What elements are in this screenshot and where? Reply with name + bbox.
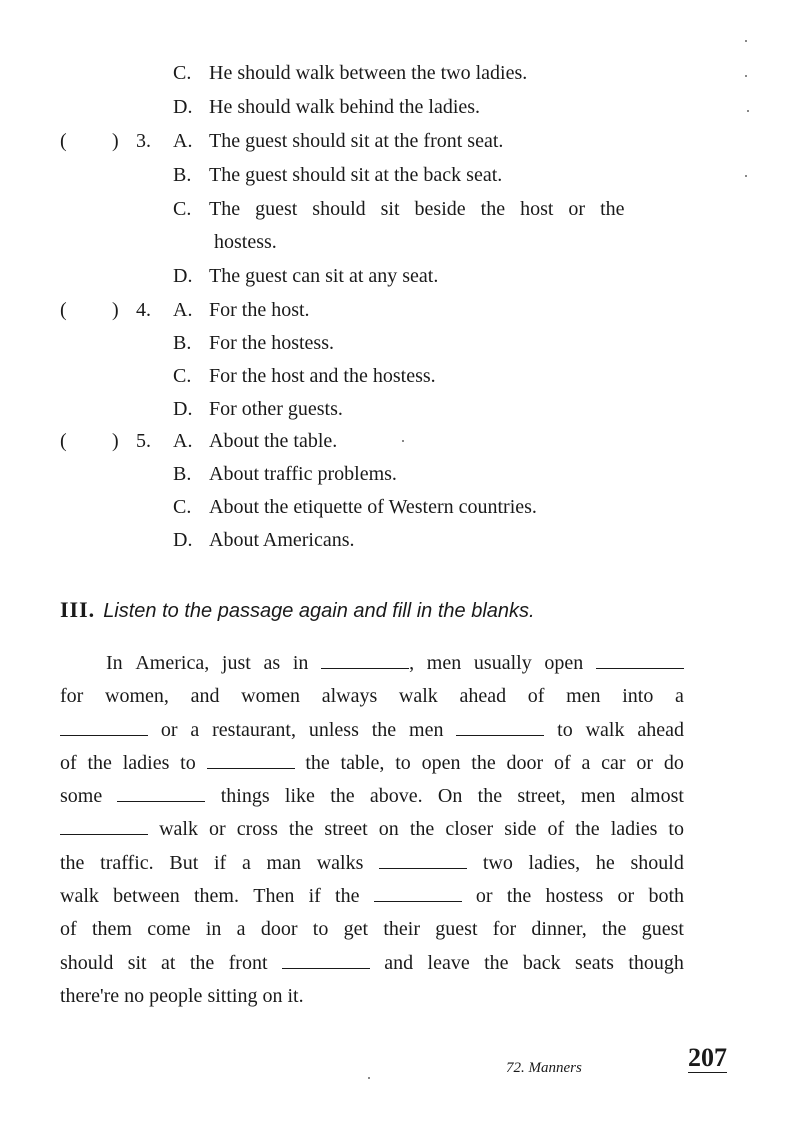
option-text: For other guests.: [209, 398, 343, 420]
passage-word: them.: [194, 885, 239, 908]
passage-word: back: [522, 951, 561, 974]
passage-word: walk: [159, 818, 198, 841]
passage-word: open: [421, 751, 461, 774]
option-letter: D.: [173, 529, 193, 551]
answer-paren-open: (: [60, 130, 67, 152]
scan-speck: [745, 175, 747, 177]
passage-word: on: [378, 818, 399, 841]
section-heading: [60, 597, 535, 623]
question-number: 5.: [136, 430, 151, 452]
passage-word: if: [308, 885, 321, 908]
option-letter: D.: [173, 265, 193, 287]
passage-line: [60, 847, 684, 880]
passage-word: guest: [641, 918, 684, 941]
passage-word: ladies,: [528, 851, 581, 874]
passage-word: the: [335, 885, 360, 908]
passage-word: door: [506, 751, 544, 774]
passage-word: traffic.: [100, 851, 154, 874]
option-text: About traffic problems.: [209, 463, 397, 485]
passage-word: into: [622, 685, 654, 708]
passage-word: at: [161, 951, 176, 974]
scan-speck: [745, 75, 747, 77]
answer-paren-open: (: [60, 299, 67, 321]
passage-word: table,: [340, 751, 385, 774]
passage-word: and: [384, 951, 414, 974]
passage-word: sitting: [207, 984, 258, 1007]
fill-in-passage: [60, 647, 684, 1013]
passage-word: above.: [369, 785, 423, 808]
passage-word: of: [60, 918, 77, 941]
passage-word: between: [113, 885, 180, 908]
passage-word: people: [149, 984, 203, 1007]
option-letter: A.: [173, 299, 193, 321]
blank-with-punct: [379, 847, 467, 880]
option-letter: C.: [173, 198, 192, 220]
option-letter: C.: [173, 365, 192, 387]
passage-word: walk: [398, 685, 438, 708]
passage-word: and: [190, 685, 220, 708]
passage-word: or: [475, 885, 493, 908]
passage-word: to: [312, 918, 329, 941]
fill-in-blank[interactable]: [60, 816, 148, 835]
passage-word: closer: [445, 818, 494, 841]
passage-word: the: [189, 951, 215, 974]
passage-word: for: [492, 918, 517, 941]
option-text: For the host.: [209, 299, 310, 321]
passage-word: a: [236, 918, 246, 941]
passage-word: or: [160, 718, 178, 741]
passage-word: if: [214, 851, 227, 874]
passage-line: [60, 714, 684, 747]
blank-with-punct: [282, 947, 370, 980]
blank-with-punct: [456, 714, 544, 747]
passage-word: walk: [60, 885, 99, 908]
passage-word: ladies: [610, 818, 658, 841]
option-text: For the host and the hostess.: [209, 365, 436, 387]
fill-in-blank[interactable]: [596, 650, 684, 669]
passage-word: America,: [135, 652, 210, 674]
passage-word: should: [630, 851, 684, 874]
passage-word: or: [617, 885, 635, 908]
passage-word: the: [471, 751, 496, 774]
blank-with-punct: [60, 813, 148, 846]
option-text: The guest can sit at any seat.: [209, 265, 439, 287]
passage-word: front: [228, 951, 268, 974]
passage-word: a: [581, 751, 591, 774]
passage-word: the: [409, 818, 435, 841]
answer-paren-open: (: [60, 430, 67, 452]
passage-word: Then: [253, 885, 295, 908]
blank-with-punct: [60, 714, 148, 747]
passage-word: cross: [236, 818, 278, 841]
scan-speck: [747, 110, 749, 112]
q2-option-c-text: He should walk between the two ladies.: [209, 62, 528, 84]
q2-option-c-letter: C.: [173, 62, 192, 84]
passage-word: the: [60, 851, 85, 874]
option-text: For the hostess.: [209, 332, 334, 354]
section-title: Listen to the passage again and fill in the blanks.: [103, 600, 535, 622]
passage-word: man: [266, 851, 301, 874]
passage-word: the: [575, 818, 600, 841]
passage-line: [60, 980, 684, 1013]
passage-word: men: [426, 652, 462, 674]
passage-word: things: [220, 785, 270, 808]
passage-word: though: [628, 951, 684, 974]
passage-line: [60, 647, 684, 680]
passage-word: them: [91, 918, 132, 941]
option-letter: A.: [173, 430, 193, 452]
passage-line: [60, 880, 684, 913]
passage-word: men: [566, 685, 601, 708]
passage-word: women: [241, 685, 301, 708]
question-number: 4.: [136, 299, 151, 321]
fill-in-blank[interactable]: [321, 650, 409, 669]
passage-word: or: [209, 818, 226, 841]
passage-word: But: [169, 851, 199, 874]
blank-with-punct: [374, 880, 462, 913]
passage-word: two: [482, 851, 513, 874]
passage-word: it.: [287, 984, 304, 1007]
passage-word: the: [288, 818, 314, 841]
passage-word: sit: [127, 951, 147, 974]
passage-word: get: [343, 918, 369, 941]
passage-word: ahead: [459, 685, 507, 708]
option-letter: B.: [173, 164, 192, 186]
passage-line: [60, 913, 684, 946]
passage-word: guest: [435, 918, 478, 941]
passage-word: seats: [575, 951, 614, 974]
passage-word: ladies: [122, 751, 170, 774]
question-number: 3.: [136, 130, 151, 152]
passage-word: to: [180, 751, 196, 774]
option-letter: B.: [173, 463, 192, 485]
passage-word: of: [553, 751, 571, 774]
scan-speck: [745, 40, 747, 42]
option-text-continued: hostess.: [214, 231, 277, 253]
passage-word: in: [292, 652, 309, 674]
answer-paren-close: ): [112, 299, 119, 321]
blank-with-punct: [207, 747, 295, 780]
q2-option-d-letter: D.: [173, 96, 193, 118]
passage-word: come: [147, 918, 191, 941]
passage-word: or: [636, 751, 654, 774]
passage-word: of: [547, 818, 565, 841]
passage-word: walks: [316, 851, 364, 874]
page-number: 207: [688, 1043, 727, 1072]
passage-line: [60, 813, 684, 846]
passage-word: a: [190, 718, 200, 741]
passage-word: men: [409, 718, 444, 741]
passage-word: to: [395, 751, 411, 774]
passage-word: street: [324, 818, 368, 841]
passage-word: of: [60, 751, 77, 774]
passage-word: men: [580, 785, 616, 808]
scan-speck: [402, 440, 404, 442]
option-letter: C.: [173, 496, 192, 518]
passage-word: the: [371, 718, 397, 741]
option-letter: A.: [173, 130, 193, 152]
passage-word: unless: [308, 718, 359, 741]
passage-word: as: [263, 652, 281, 674]
option-text: The guest should sit beside the host or the: [209, 198, 625, 220]
fill-in-blank[interactable]: [207, 750, 295, 769]
fill-in-blank[interactable]: [374, 883, 462, 902]
fill-in-blank[interactable]: [282, 950, 370, 969]
passage-word: in: [205, 918, 222, 941]
passage-word: door: [260, 918, 298, 941]
passage-word: on: [262, 984, 283, 1007]
option-letter: D.: [173, 398, 193, 420]
passage-word: ahead: [637, 718, 684, 741]
passage-word: he: [595, 851, 615, 874]
option-text: About Americans.: [209, 529, 355, 551]
passage-word: of: [527, 685, 545, 708]
passage-line: [60, 780, 684, 813]
fill-in-blank[interactable]: [117, 783, 205, 802]
passage-word: the: [87, 751, 112, 774]
passage-word: In: [106, 652, 123, 674]
passage-word: no: [124, 984, 145, 1007]
option-text-justified: [209, 198, 666, 221]
passage-word: the: [484, 951, 509, 974]
passage-word: the: [305, 751, 330, 774]
passage-word: almost: [630, 785, 684, 808]
passage-line: [60, 947, 684, 980]
passage-word: some: [60, 785, 103, 808]
q2-option-d-text: He should walk behind the ladies.: [209, 96, 481, 118]
option-text: The guest should sit at the back seat.: [209, 164, 503, 186]
answer-paren-close: ): [112, 130, 119, 152]
passage-word: women,: [105, 685, 169, 708]
option-text: About the table.: [209, 430, 338, 452]
scan-speck: [368, 1077, 370, 1079]
passage-word: a: [675, 685, 684, 708]
passage-word: the: [601, 918, 627, 941]
passage-word: the: [477, 785, 503, 808]
passage-word: like: [284, 785, 315, 808]
blank-with-punct: [117, 780, 205, 813]
passage-line: [60, 747, 684, 780]
passage-word: their: [383, 918, 421, 941]
passage-word: to: [668, 818, 684, 841]
passage-word: for: [60, 685, 84, 708]
option-text: About the etiquette of Western countries.: [209, 496, 537, 518]
passage-word: On: [437, 785, 463, 808]
fill-in-blank[interactable]: [456, 717, 544, 736]
passage-word: car: [601, 751, 626, 774]
blank-with-punct: [596, 647, 684, 680]
passage-word: just: [221, 652, 251, 674]
passage-word: walk: [585, 718, 625, 741]
passage-word: usually: [473, 652, 532, 674]
footer-unit-title: 72. Manners: [506, 1060, 582, 1076]
passage-word: do: [663, 751, 684, 774]
section-number: III.: [60, 597, 96, 622]
passage-word: should: [60, 951, 114, 974]
option-letter: B.: [173, 332, 192, 354]
fill-in-blank[interactable]: [379, 850, 467, 869]
passage-word: the: [330, 785, 355, 808]
passage-word: both: [648, 885, 684, 908]
passage-word: the: [506, 885, 532, 908]
passage-word: always: [321, 685, 378, 708]
passage-word: there're: [60, 984, 120, 1007]
blank-with-punct: ,: [321, 647, 414, 680]
answer-paren-close: ): [112, 430, 119, 452]
passage-word: hostess: [545, 885, 604, 908]
passage-line: [60, 680, 684, 713]
passage-word: a: [241, 851, 251, 874]
passage-word: dinner,: [531, 918, 587, 941]
passage-word: restaurant,: [212, 718, 296, 741]
passage-word: to: [557, 718, 573, 741]
passage-word: open: [544, 652, 584, 674]
passage-word: leave: [427, 951, 470, 974]
option-text: The guest should sit at the front seat.: [209, 130, 504, 152]
fill-in-blank[interactable]: [60, 717, 148, 736]
passage-word: side: [504, 818, 537, 841]
passage-word: street,: [517, 785, 566, 808]
